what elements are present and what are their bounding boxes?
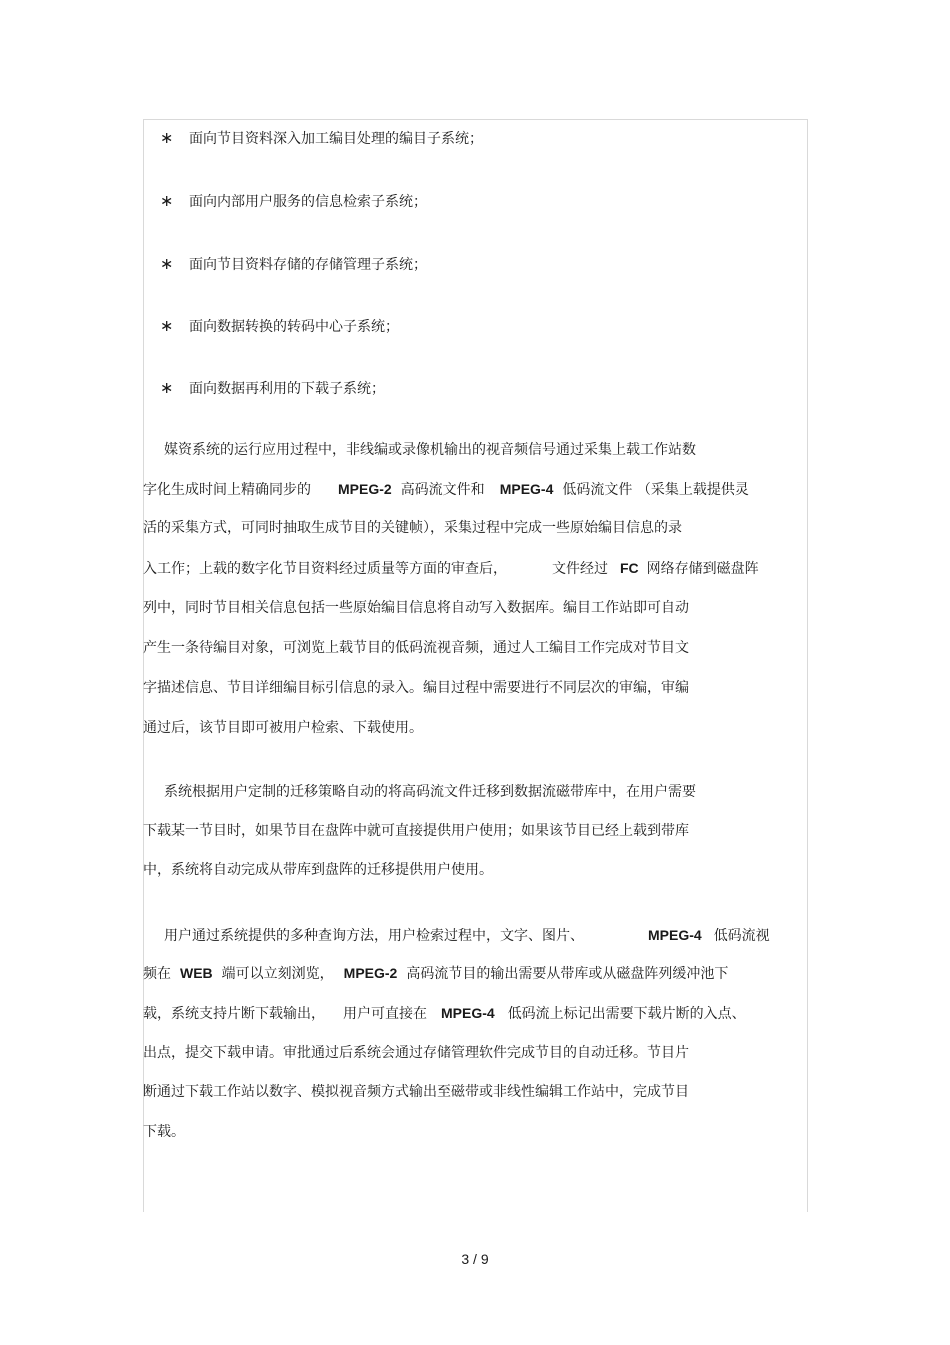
- bullet-marker: ∗: [160, 254, 174, 273]
- list-item: [160, 191, 427, 212]
- text-run: 入工作；上载的数字化节目资料经过质量等方面的审查后，: [143, 561, 507, 577]
- paragraph-3-line: 出点，提交下载申请。审批通过后系统会通过存储管理软件完成节目的自动迁移。节目片: [143, 1045, 689, 1061]
- list-item-text: 面向节目资料深入加工编目处理的编目子系统；: [189, 131, 483, 147]
- paragraph-1-line: 活的采集方式，可同时抽取生成节目的关键帧），采集过程中完成一些原始编目信息的录: [143, 520, 682, 536]
- paragraph-3-line: 下载。: [143, 1124, 185, 1140]
- paragraph-2-line: 中，系统将自动完成从带库到盘阵的迁移提供用户使用。: [143, 862, 493, 878]
- paragraph-1-line: 产生一条待编目对象，可浏览上载节目的低码流视音频，通过人工编目工作完成对节目文: [143, 640, 689, 656]
- page-number: 3 / 9: [461, 1251, 489, 1267]
- text-run: 载，系统支持片断下载输出，: [143, 1006, 325, 1022]
- paragraph-1-line: [143, 479, 749, 500]
- text-run: 用户通过系统提供的多种查询方法，用户检索过程中，文字、图片、: [164, 928, 584, 944]
- list-item-text: 面向内部用户服务的信息检索子系统；: [189, 194, 427, 210]
- text-run: FC: [620, 560, 639, 576]
- text-run: MPEG-2: [338, 481, 392, 497]
- list-item-text: 面向数据再利用的下载子系统；: [189, 381, 385, 397]
- bullet-marker: ∗: [160, 316, 174, 335]
- text-run: 高码流节目的输出需要从带库或从磁盘阵列缓冲池下: [406, 966, 729, 982]
- paragraph-2-line: 下载某一节目时，如果节目在盘阵中就可直接提供用户使用；如果该节目已经上载到带库: [143, 823, 689, 839]
- text-run: 文件经过: [552, 561, 608, 577]
- paragraph-3-line: [164, 925, 770, 946]
- text-run: 端可以立刻浏览，: [221, 966, 334, 982]
- text-run: MPEG-4: [648, 927, 702, 943]
- paragraph-2-line: 系统根据用户定制的迁移策略自动的将高码流文件迁移到数据流磁带库中，在用户需要: [164, 784, 696, 800]
- bullet-marker: ∗: [160, 191, 174, 210]
- text-run: 用户可直接在: [343, 1006, 427, 1022]
- list-item: [160, 316, 399, 337]
- text-run: 低码流文件 （采集上载提供灵: [562, 482, 749, 498]
- paragraph-1-line: 媒资系统的运行应用过程中，非线编或录像机输出的视音频信号通过采集上载工作站数: [164, 442, 696, 458]
- text-run: 低码流上标记出需要下载片断的入点、: [507, 1006, 746, 1022]
- list-item: [160, 254, 427, 275]
- list-item-text: 面向数据转换的转码中心子系统；: [189, 319, 399, 335]
- paragraph-1-line: 字描述信息、节目详细编目标引信息的录入。编目过程中需要进行不同层次的审编，审编: [143, 680, 689, 696]
- text-run: 高码流文件和: [400, 482, 485, 498]
- bullet-marker: ∗: [160, 128, 174, 147]
- paragraph-1-line: [143, 558, 759, 579]
- list-item: [160, 128, 483, 149]
- text-run: WEB: [180, 965, 213, 981]
- paragraph-1-line: 列中，同时节目相关信息包括一些原始编目信息将自动写入数据库。编目工作站即可自动: [143, 600, 689, 616]
- list-item: [160, 378, 385, 399]
- paragraph-3-line: [143, 963, 728, 984]
- text-run: 低码流视: [713, 928, 770, 944]
- text-run: 网络存储到磁盘阵: [646, 561, 759, 577]
- text-run: 频在: [143, 966, 171, 982]
- text-run: 字化生成时间上精确同步的: [143, 482, 311, 498]
- text-run: MPEG-4: [499, 481, 554, 497]
- text-run: MPEG-4: [441, 1005, 495, 1021]
- paragraph-3-line: 断通过下载工作站以数字、模拟视音频方式输出至磁带或非线性编辑工作站中，完成节目: [143, 1084, 689, 1100]
- text-run: MPEG-2: [343, 965, 398, 981]
- bullet-marker: ∗: [160, 378, 174, 397]
- paragraph-1-line: 通过后，该节目即可被用户检索、下载使用。: [143, 720, 423, 736]
- list-item-text: 面向节目资料存储的存储管理子系统；: [189, 257, 427, 273]
- paragraph-3-line: [143, 1003, 746, 1024]
